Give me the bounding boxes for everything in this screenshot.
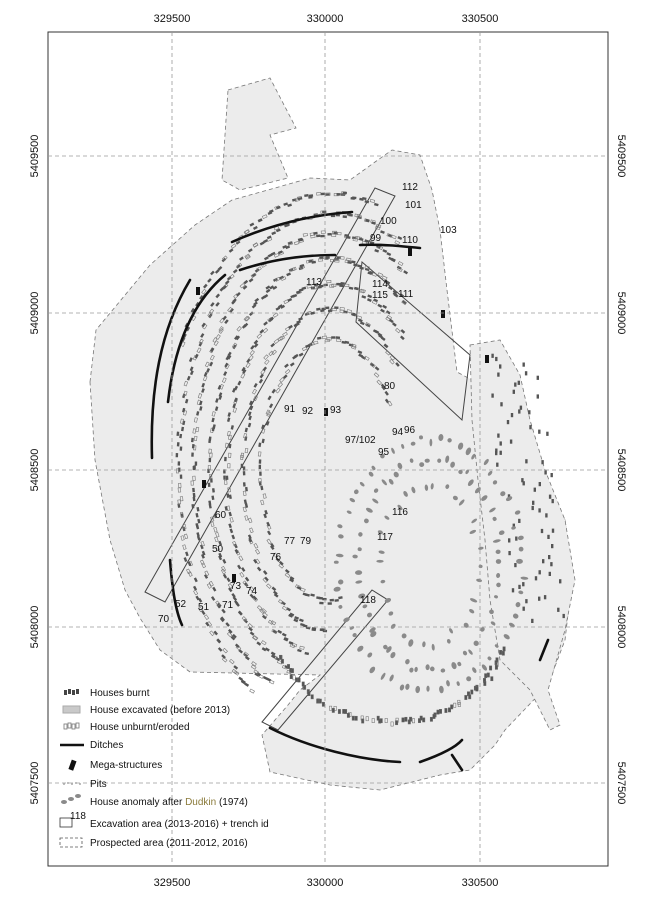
house-marker	[180, 475, 183, 479]
house-marker	[208, 483, 211, 487]
house-marker	[465, 695, 467, 699]
trench-label-113: 113	[306, 277, 322, 288]
trench-label-101: 101	[405, 200, 422, 211]
house-marker	[243, 482, 246, 486]
house-marker	[548, 555, 550, 559]
house-marker	[500, 441, 502, 445]
house-marker	[544, 595, 546, 599]
house-marker	[322, 598, 326, 601]
legend-item-house-anomaly	[61, 794, 248, 808]
house-marker	[518, 519, 520, 523]
trench-label-77: 77	[284, 536, 296, 547]
house-marker	[508, 551, 510, 555]
house-marker	[523, 363, 525, 367]
house-marker	[290, 675, 292, 679]
house-marker	[542, 559, 544, 563]
house-marker	[295, 678, 297, 682]
house-anomaly-marker	[376, 560, 383, 563]
house-marker	[408, 720, 410, 724]
house-marker	[491, 394, 493, 398]
house-marker	[546, 432, 548, 436]
house-marker	[539, 482, 541, 486]
house-marker	[229, 444, 232, 448]
y-tick-right-1: 5409000	[615, 291, 627, 335]
house-marker	[547, 535, 549, 539]
house-marker	[402, 718, 404, 722]
trench-label-79: 79	[300, 536, 312, 547]
legend-label-house-unburnt: House unburnt/eroded	[90, 722, 190, 733]
house-marker	[259, 472, 262, 476]
house-marker	[420, 716, 422, 720]
house-marker	[320, 628, 324, 631]
house-marker	[514, 383, 516, 387]
house-marker	[537, 376, 539, 380]
house-marker	[495, 661, 497, 665]
house-marker	[487, 673, 489, 677]
y-tick-right-4: 5407500	[615, 761, 627, 805]
house-marker	[355, 716, 357, 720]
legend-label-ditches: Ditches	[90, 740, 124, 751]
house-anomaly-marker	[479, 565, 483, 568]
house-marker	[322, 702, 324, 706]
house-marker	[484, 681, 486, 685]
house-marker	[550, 562, 552, 566]
house-marker	[433, 714, 435, 718]
house-marker	[451, 705, 453, 709]
trench-label-96: 96	[404, 425, 416, 436]
house-anomaly-marker	[430, 439, 433, 447]
trench-label-95: 95	[378, 447, 390, 458]
house-marker	[469, 695, 471, 699]
house-marker	[528, 410, 530, 414]
house-anomaly-marker	[334, 561, 339, 564]
house-marker	[259, 465, 261, 469]
y-axis-left	[29, 135, 41, 805]
house-marker	[178, 461, 181, 465]
house-marker	[302, 682, 304, 686]
house-marker	[210, 478, 213, 482]
prospected-area-icon	[60, 838, 82, 847]
house-marker	[334, 306, 338, 309]
trench-label-91: 91	[284, 404, 296, 415]
legend-anomaly-citation[interactable]: Dudkin	[185, 797, 217, 808]
house-marker	[544, 470, 546, 474]
house-marker	[290, 668, 292, 672]
y-tick-left-3: 5408000	[29, 605, 41, 649]
house-marker	[328, 602, 332, 604]
x-tick-bottom-0: 329500	[153, 877, 191, 889]
house-marker	[338, 709, 340, 713]
house-marker	[500, 402, 502, 406]
house-marker	[325, 306, 329, 309]
house-marker	[549, 572, 551, 576]
house-marker	[192, 488, 195, 492]
x-tick-bottom-1: 330000	[306, 877, 344, 889]
trench-label-103: 103	[440, 225, 457, 236]
house-marker	[518, 409, 520, 413]
y-tick-left-2: 5408500	[29, 448, 41, 492]
house-marker	[281, 659, 283, 663]
trench-label-52: 52	[175, 599, 187, 610]
trench-label-74: 74	[246, 586, 258, 597]
house-marker	[226, 476, 229, 480]
x-axis-bottom	[154, 877, 499, 889]
house-marker	[518, 381, 520, 385]
y-tick-right-0: 5409500	[615, 134, 627, 178]
x-axis-top	[154, 13, 499, 25]
house-marker	[343, 192, 347, 195]
legend-label-houses-burnt: Houses burnt	[90, 688, 150, 699]
house-marker	[330, 599, 334, 602]
house-marker	[327, 233, 331, 236]
house-marker	[531, 619, 533, 623]
y-tick-right-2: 5408500	[615, 448, 627, 492]
mega-structure-marker	[408, 248, 412, 256]
house-marker	[340, 282, 344, 285]
house-marker	[346, 236, 350, 239]
y-tick-right-3: 5408000	[615, 605, 627, 649]
house-marker	[535, 576, 537, 580]
house-marker	[495, 451, 497, 455]
house-marker	[541, 460, 543, 464]
house-marker	[347, 713, 349, 717]
house-marker	[563, 614, 565, 618]
house-marker	[245, 487, 248, 491]
house-marker	[209, 436, 212, 440]
house-marker	[437, 710, 439, 714]
house-marker	[525, 459, 527, 463]
legend-label-mega-structures: Mega-structures	[90, 760, 163, 771]
house-marker	[500, 451, 502, 455]
house-marker	[439, 709, 441, 713]
house-marker	[177, 442, 180, 446]
house-marker	[497, 373, 499, 377]
house-marker	[532, 506, 534, 510]
house-marker	[552, 529, 554, 533]
house-marker	[430, 717, 432, 721]
house-anomaly-marker	[496, 559, 501, 564]
house-marker	[259, 459, 262, 463]
house-marker	[515, 537, 517, 541]
house-marker	[514, 563, 516, 567]
house-marker	[512, 588, 514, 592]
house-marker	[497, 434, 499, 438]
trench-label-71: 71	[222, 600, 234, 611]
house-marker	[495, 357, 497, 361]
house-marker	[538, 430, 540, 434]
house-marker	[191, 452, 194, 456]
legend-anomaly-text: House anomaly after	[90, 797, 186, 808]
house-marker	[559, 579, 561, 583]
house-marker	[191, 438, 194, 442]
trench-label-116: 116	[392, 507, 408, 518]
house-marker	[525, 371, 527, 375]
house-marker	[313, 232, 317, 235]
house-marker	[192, 444, 195, 448]
house-marker	[352, 716, 354, 720]
house-marker	[551, 473, 553, 477]
house-marker	[320, 235, 324, 238]
y-tick-left-1: 5409000	[29, 291, 41, 335]
house-marker	[324, 284, 328, 287]
mega-structure-marker	[202, 480, 206, 488]
trench-label-118: 118	[360, 595, 376, 606]
x-tick-top-1: 330000	[306, 13, 344, 25]
x-tick-bottom-2: 330500	[461, 877, 499, 889]
house-marker	[539, 570, 541, 574]
y-tick-left-0: 5409500	[29, 134, 41, 178]
trench-label-60: 60	[215, 510, 227, 521]
house-marker	[334, 599, 338, 602]
house-marker	[337, 193, 341, 195]
house-marker	[545, 513, 547, 517]
trench-label-110: 110	[402, 235, 418, 246]
mega-structure-marker	[196, 287, 200, 295]
house-marker	[503, 647, 505, 651]
house-marker	[510, 440, 512, 444]
house-marker	[309, 194, 313, 197]
house-marker	[308, 692, 310, 696]
house-marker	[523, 481, 525, 485]
house-marker	[212, 488, 215, 492]
legend-label-prospected-area: Prospected area (2011-2012, 2016)	[90, 838, 248, 849]
legend-label-excavation-area: Excavation area (2013-2016) + trench id	[90, 819, 269, 830]
house-marker	[552, 499, 554, 503]
trench-label-117: 117	[377, 532, 393, 543]
house-marker	[499, 650, 501, 654]
house-marker	[377, 716, 379, 720]
house-excavated-icon	[63, 706, 80, 713]
mega-structure-marker	[441, 310, 445, 318]
house-marker	[287, 664, 289, 668]
house-marker	[224, 457, 227, 461]
legend-sample-trench-id: 118	[70, 811, 86, 822]
house-marker	[209, 458, 212, 462]
legend-anomaly-year: (1974)	[216, 797, 248, 808]
x-tick-top-0: 329500	[153, 13, 191, 25]
house-marker	[495, 665, 497, 669]
house-marker	[538, 597, 540, 601]
legend-label-house-anomaly	[90, 797, 248, 808]
house-marker	[541, 529, 543, 533]
house-marker	[328, 309, 332, 312]
house-marker	[445, 708, 447, 712]
house-marker	[525, 599, 527, 603]
house-marker	[193, 493, 196, 497]
legend-label-house-excavated: House excavated (before 2013)	[90, 705, 231, 716]
house-marker	[343, 215, 347, 218]
house-marker	[395, 721, 397, 725]
house-marker	[502, 651, 504, 655]
house-marker	[507, 420, 509, 424]
house-marker	[489, 666, 491, 670]
house-marker	[538, 508, 540, 512]
house-marker	[243, 471, 246, 475]
house-marker	[195, 461, 197, 465]
trench-label-100: 100	[380, 216, 397, 227]
house-marker	[471, 690, 473, 694]
trench-label-51: 51	[198, 602, 210, 613]
house-marker	[176, 432, 179, 436]
trench-label-93: 93	[330, 405, 342, 416]
house-marker	[534, 488, 536, 492]
house-marker	[331, 336, 335, 338]
house-marker	[523, 607, 525, 611]
trench-label-73: 73	[230, 581, 242, 592]
house-marker	[518, 585, 520, 589]
house-marker	[326, 256, 330, 259]
trench-label-111: 111	[398, 289, 414, 300]
house-marker	[319, 602, 323, 605]
house-anomaly-marker	[426, 686, 429, 692]
house-marker	[405, 717, 407, 721]
house-marker	[180, 446, 183, 450]
trench-label-115: 115	[372, 290, 388, 301]
trench-label-112: 112	[402, 182, 418, 193]
house-marker	[529, 425, 531, 429]
house-marker	[511, 413, 513, 417]
house-marker	[223, 476, 226, 480]
house-marker	[485, 674, 487, 678]
y-axis-right	[615, 135, 627, 805]
house-anomaly-marker	[516, 559, 523, 564]
house-marker	[176, 453, 179, 457]
house-marker	[557, 608, 559, 612]
house-marker	[508, 538, 510, 542]
house-marker	[491, 354, 493, 358]
house-marker	[336, 336, 340, 339]
house-marker	[241, 464, 243, 468]
legend-label-pits: Pits	[90, 779, 107, 790]
trench-label-76: 76	[270, 552, 282, 563]
house-marker	[298, 678, 300, 682]
house-marker	[178, 468, 180, 472]
house-marker	[532, 501, 534, 505]
trench-label-99: 99	[370, 233, 382, 244]
house-marker	[423, 718, 425, 722]
trench-label-80: 80	[384, 381, 396, 392]
house-marker	[316, 234, 320, 237]
trench-label-70: 70	[158, 614, 170, 625]
trench-label-94: 94	[392, 427, 404, 438]
house-marker	[522, 582, 524, 586]
house-marker	[476, 687, 478, 691]
house-marker	[537, 394, 539, 398]
house-marker	[343, 709, 345, 713]
house-marker	[332, 708, 334, 712]
trench-label-97-102: 97/102	[345, 435, 376, 446]
trench-label-92: 92	[302, 406, 314, 417]
trench-label-50: 50	[212, 544, 224, 555]
house-marker	[496, 463, 498, 467]
house-marker	[193, 465, 195, 469]
house-marker	[179, 434, 182, 438]
trench-label-114: 114	[372, 279, 388, 290]
x-tick-top-2: 330500	[461, 13, 499, 25]
house-marker	[520, 406, 522, 410]
house-marker	[549, 495, 551, 499]
house-marker	[551, 544, 553, 548]
house-marker	[491, 677, 493, 681]
y-tick-left-4: 5407500	[29, 761, 41, 805]
house-marker	[311, 695, 313, 699]
mega-structure-marker	[485, 355, 489, 363]
house-marker	[193, 497, 196, 501]
house-marker	[499, 364, 501, 368]
house-marker	[513, 390, 515, 394]
